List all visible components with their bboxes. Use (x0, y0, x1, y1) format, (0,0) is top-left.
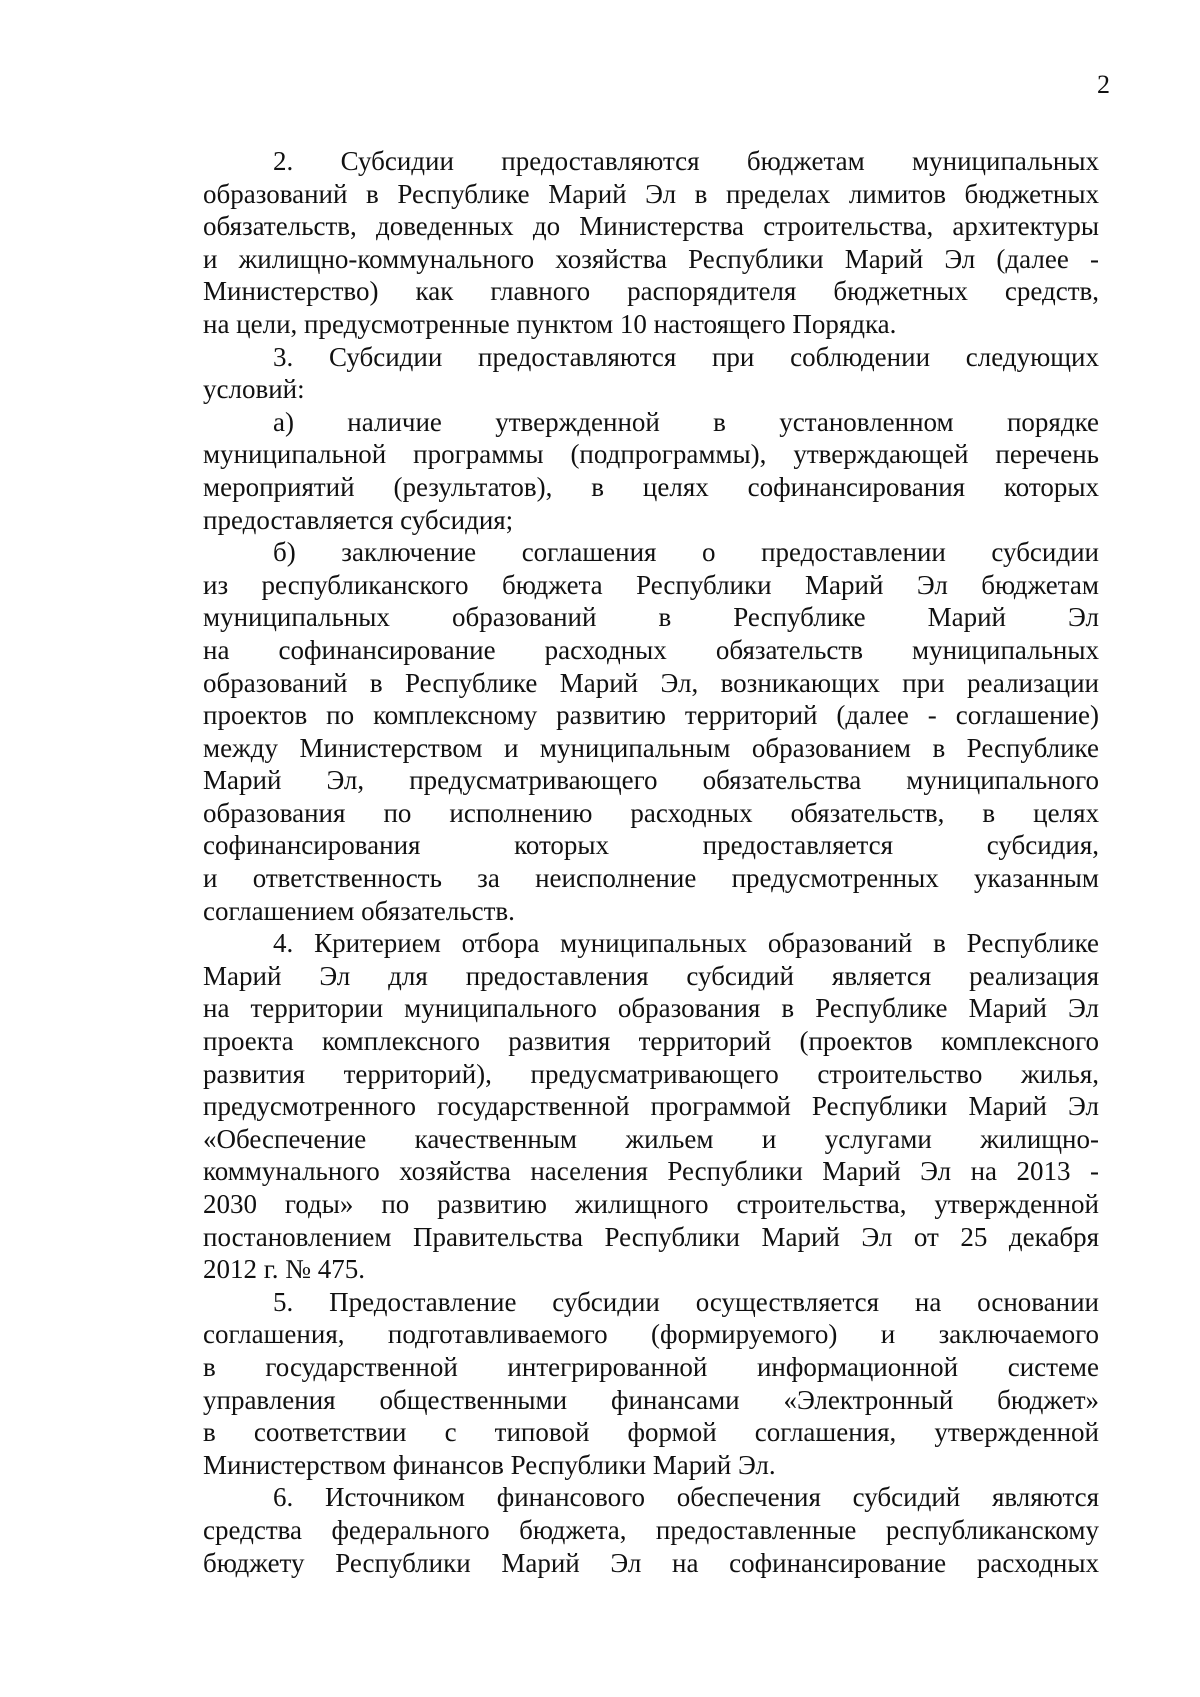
text-line: развития территорий), предусматривающего строительство жилья, (203, 1058, 1099, 1089)
text-line: софинансирования которых предоставляется субсидия, (203, 830, 1099, 861)
text-line: на софинансирование расходных обязательств муниципальных (203, 634, 1099, 665)
text-line: бюджету Республики Марий Эл на софинансирование расходных (203, 1547, 1099, 1578)
text-line: Марий Эл для предоставления субсидий является реализация (203, 960, 1099, 991)
text-line: и ответственность за неисполнение предусмотренных указанным (203, 863, 1099, 894)
text-line: муниципальных образований в Республике Марий Эл (203, 602, 1099, 633)
text-line: на цели, предусмотренные пунктом 10 настоящего Порядка. (203, 308, 897, 339)
text-line: предоставляется субсидия; (203, 504, 514, 535)
text-line: образований в Республике Марий Эл, возникающих при реализации (203, 667, 1099, 698)
text-line: а) наличие утвержденной в установленном порядке (273, 406, 1099, 437)
text-line: между Министерством и муниципальным образованием в Республике (203, 732, 1099, 763)
text-line: коммунального хозяйства населения Республики Марий Эл на 2013 - (203, 1156, 1099, 1187)
text-line: управления общественными финансами «Электронный бюджет» (203, 1384, 1099, 1415)
text-line: соглашения, подготавливаемого (формируемого) и заключаемого (203, 1319, 1099, 1350)
text-line: 5. Предоставление субсидии осуществляется на основании (273, 1286, 1099, 1317)
text-line: 6. Источником финансового обеспечения субсидий являются (273, 1482, 1099, 1513)
text-line: 4. Критерием отбора муниципальных образований в Республике (273, 928, 1099, 959)
text-line: и жилищно-коммунального хозяйства Республики Марий Эл (далее - (203, 243, 1099, 274)
document-body (203, 145, 1099, 1579)
text-line: 3. Субсидии предоставляются при соблюдении следующих (273, 341, 1099, 372)
text-line: 2012 г. № 475. (203, 1254, 366, 1285)
text-line: условий: (203, 374, 305, 405)
text-line: Марий Эл, предусматривающего обязательства муниципального (203, 765, 1099, 796)
text-line: 2. Субсидии предоставляются бюджетам муниципальных (273, 146, 1099, 176)
text-line: образований в Республике Марий Эл в пределах лимитов бюджетных (203, 178, 1099, 209)
text-line: 2030 годы» по развитию жилищного строительства, утвержденной (203, 1189, 1099, 1219)
text-line: Министерством финансов Республики Марий Эл. (203, 1449, 776, 1480)
text-line: обязательств, доведенных до Министерства строительства, архитектуры (203, 211, 1099, 242)
text-line: образования по исполнению расходных обязательств, в целях (203, 797, 1099, 828)
text-line: муниципальной программы (подпрограммы), утверждающей перечень (203, 439, 1099, 470)
text-line: предусмотренного государственной программой Республики Марий Эл (203, 1091, 1099, 1122)
text-line: соглашением обязательств. (203, 895, 515, 926)
text-line: в соответствии с типовой формой соглашения, утвержденной (203, 1417, 1099, 1448)
text-line: Министерство) как главного распорядителя бюджетных средств, (203, 276, 1099, 307)
page-number: 2 (1097, 70, 1110, 99)
text-line: на территории муниципального образования в Республике Марий Эл (203, 993, 1099, 1024)
text-line: проектов по комплексному развитию территорий (далее - соглашение) (203, 700, 1099, 731)
text-line: проекта комплексного развития территорий (проектов комплексного (203, 1026, 1099, 1057)
text-line: в государственной интегрированной информационной системе (203, 1351, 1099, 1382)
text-line: постановлением Правительства Республики Марий Эл от 25 декабря (203, 1221, 1099, 1252)
text-line: из республиканского бюджета Республики Марий Эл бюджетам (203, 569, 1099, 600)
text-line: б) заключение соглашения о предоставлении субсидии (273, 537, 1099, 568)
text-line: средства федерального бюджета, предоставленные республиканскому (203, 1514, 1099, 1545)
text-line: мероприятий (результатов), в целях софинансирования которых (203, 471, 1099, 502)
text-line: «Обеспечение качественным жильем и услугами жилищно- (203, 1123, 1099, 1154)
